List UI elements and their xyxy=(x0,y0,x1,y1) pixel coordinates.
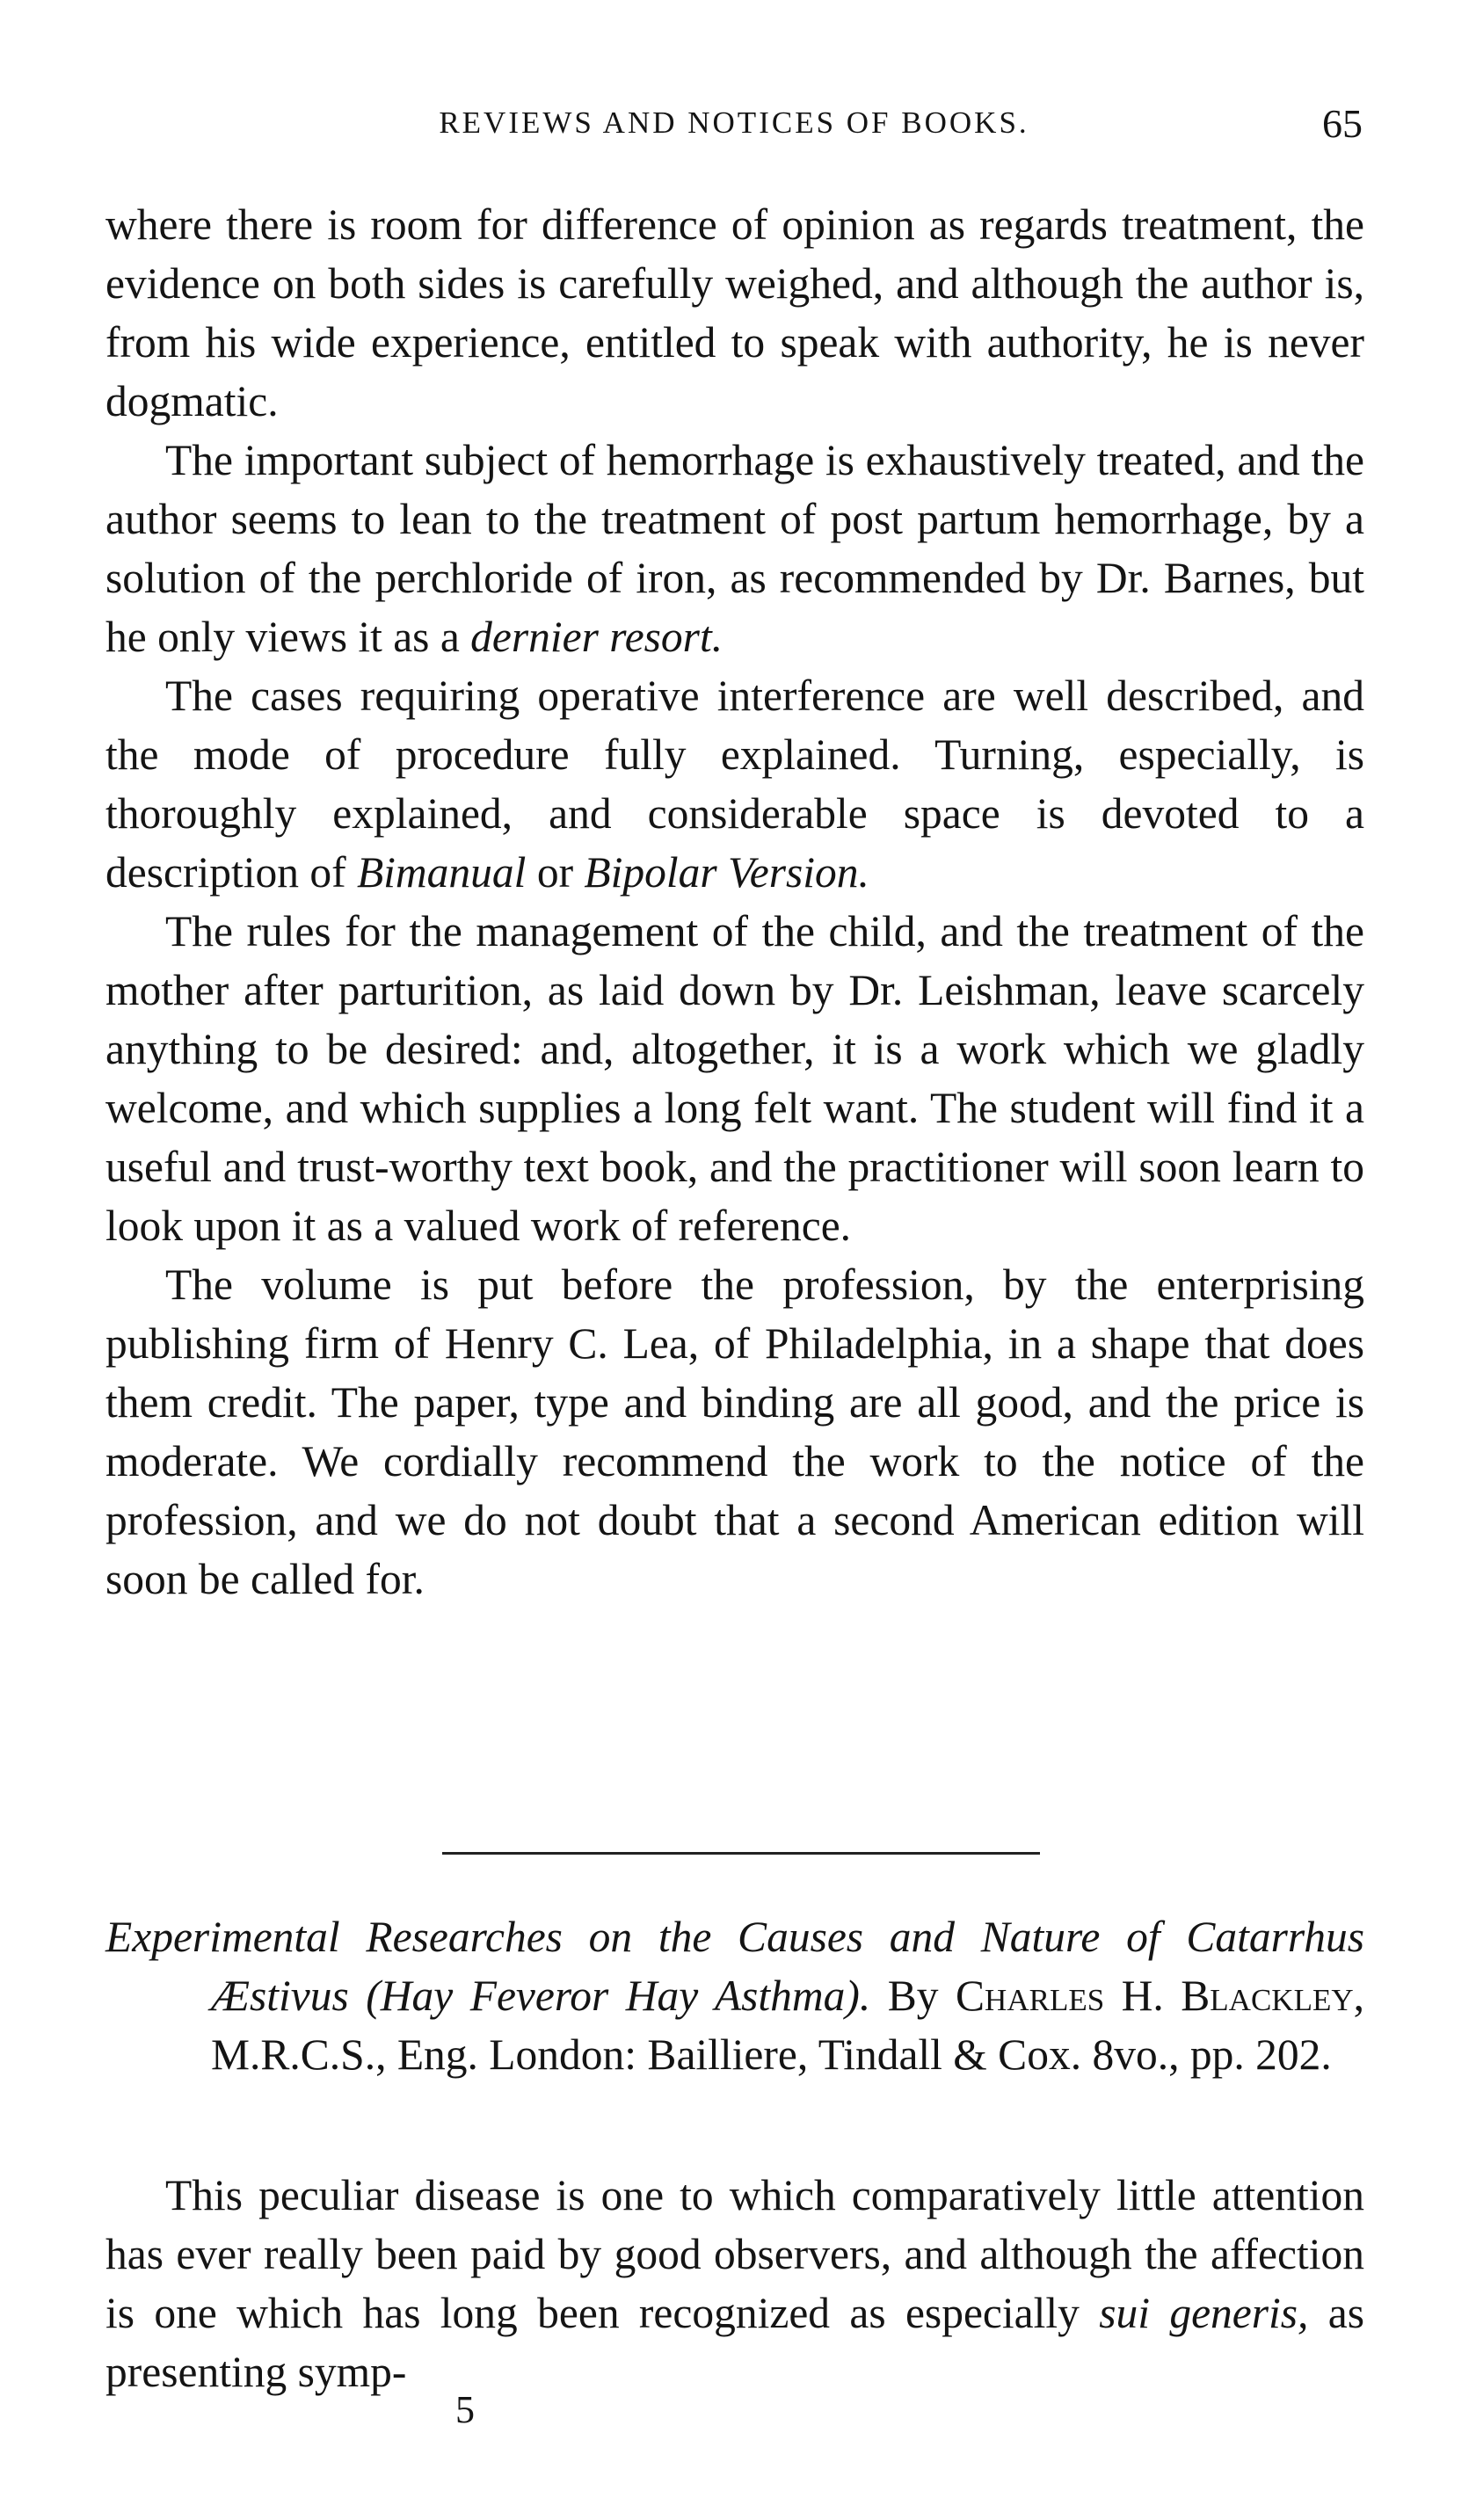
review-citation xyxy=(105,1907,1364,2084)
paragraph-5: The volume is put before the profession, by the enterprising publishing firm of Henry C. Lea, of Philadelphia, in a shape that does them credit. The paper, type and binding are all good, and the price is moderate. We cordially recommend the work to the notice of the profession, and we do not doubt that a second American edition will soon be called for. xyxy=(105,1260,1364,1603)
book-author: Charles H. Blackley xyxy=(956,1972,1354,2020)
review-paragraph-text: This peculiar disease is one to which comparatively little attention has ever really been paid by good observers, and although the affection is one which has long been recognized as especially xyxy=(105,2171,1364,2337)
paragraph-3-text: The cases requiring operative interference are well described, and the mode of procedure fully explained. Turning, especially, is thoroughly explained, and considerable space is devoted to a description of xyxy=(105,672,1364,897)
review-paragraph-1 xyxy=(105,2166,1364,2401)
paragraph-4: The rules for the management of the child, and the treatment of the mother after parturition, as laid down by Dr. Leishman, leave scarcely anything to be desired: and, altogether, it is a work which we gladly welcome, and which supplies a long felt want. The student will find it a useful and trust-worthy text book, and the practitioner will soon learn to look upon it as a valued work of reference. xyxy=(105,907,1364,1250)
paragraph-2-italic: dernier resort. xyxy=(470,613,723,661)
paragraph-3-mid: or xyxy=(526,848,585,897)
section-divider xyxy=(442,1852,1040,1855)
book-title: Experimental Researches on the Causes and Nature of Catarrhus Æstivus (Hay Feveror Hay Asthma). xyxy=(105,1913,1364,2020)
paragraph-2-text: The important subject of hemorrhage is exhaustively treated, and the author seems to lean to the treatment of post partum hemorrhage, by a solution of the perchloride of iron, as recommended by Dr. Barnes, but he only views it as a xyxy=(105,436,1364,661)
citation-paragraph xyxy=(105,1907,1364,2084)
paragraph-3 xyxy=(105,666,1364,902)
paragraph-1: where there is room for difference of opinion as regards treatment, the evidence on both sides is carefully weighed, and although the author is, from his wide experience, entitled to speak with authority, he is never dogmatic. xyxy=(105,200,1364,425)
running-head: REVIEWS AND NOTICES OF BOOKS. xyxy=(439,105,1029,140)
paragraph-3-italic-2: Bipolar Version. xyxy=(584,848,869,897)
book-details: , M.R.C.S., Eng. London: Bailliere, Tindall & Cox. 8vo., pp. 202. xyxy=(211,1972,1364,2079)
review-body-text xyxy=(105,2166,1364,2401)
page-number: 65 xyxy=(1322,101,1363,146)
signature-mark: 5 xyxy=(455,2388,475,2431)
continued-review-text xyxy=(105,195,1364,1609)
paragraph-3-italic-1: Bimanual xyxy=(356,848,527,897)
page-header xyxy=(105,101,1363,167)
review-paragraph-end: as presenting symp- xyxy=(105,2289,1364,2396)
paragraph-2 xyxy=(105,431,1364,666)
review-paragraph-italic: sui generis, xyxy=(1099,2289,1309,2337)
citation-by: By xyxy=(870,1972,956,2020)
